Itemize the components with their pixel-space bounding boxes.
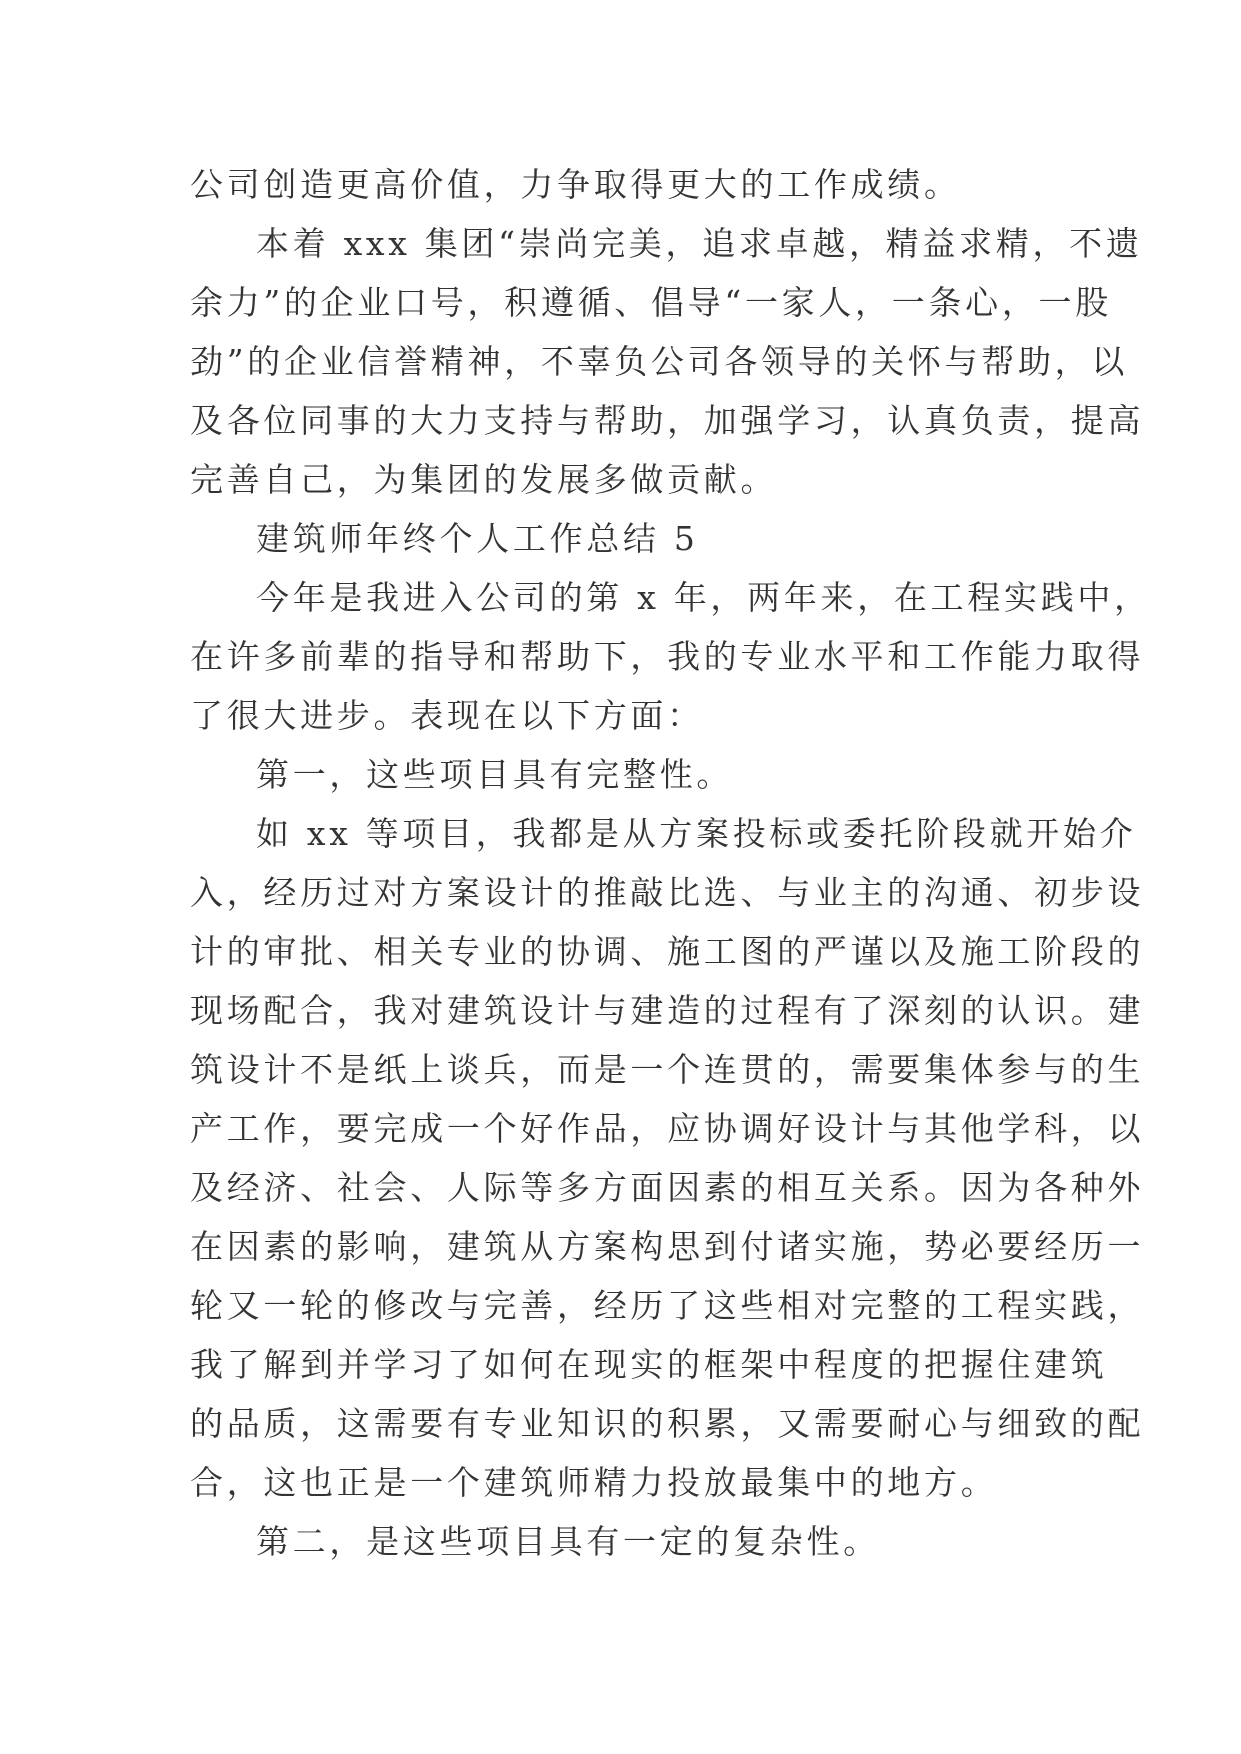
text-line: 的品质，这需要有专业知识的积累，又需要耐心与细致的配 [190,1404,1145,1443]
text-line: 余力”的企业口号，积遵循、倡导“一家人，一条心，一股 [190,283,1112,322]
text-line: 如 xx 等项目，我都是从方案投标或委托阶段就开始介 [256,814,1137,853]
text-line: 筑设计不是纸上谈兵，而是一个连贯的，需要集体参与的生 [190,1050,1145,1089]
text-line: 产工作，要完成一个好作品，应协调好设计与其他学科，以 [190,1109,1145,1148]
section-heading: 建筑师年终个人工作总结 5 [256,519,699,558]
text-line: 现场配合，我对建筑设计与建造的过程有了深刻的认识。建 [190,991,1145,1030]
text-line: 劲”的企业信誉精神，不辜负公司各领导的关怀与帮助，以 [190,342,1129,381]
text-line: 合，这也正是一个建筑师精力投放最集中的地方。 [190,1463,998,1502]
text-line: 完善自己，为集团的发展多做贡献。 [190,460,778,499]
text-line: 及经济、社会、人际等多方面因素的相互关系。因为各种外 [190,1168,1145,1207]
text-line: 及各位同事的大力支持与帮助，加强学习，认真负责，提高 [190,401,1145,440]
text-line: 本着 xxx 集团“崇尚完美，追求卓越，精益求精，不遗 [256,224,1143,263]
text-line: 入，经历过对方案设计的推敲比选、与业主的沟通、初步设 [190,873,1145,912]
text-line: 今年是我进入公司的第 x 年，两年来，在工程实践中， [256,578,1151,617]
text-line: 第二，是这些项目具有一定的复杂性。 [256,1522,880,1561]
text-line: 在许多前辈的指导和帮助下，我的专业水平和工作能力取得 [190,637,1145,676]
text-line: 我了解到并学习了如何在现实的框架中程度的把握住建筑 [190,1345,1108,1384]
text-line: 公司创造更高价值，力争取得更大的工作成绩。 [190,165,961,204]
text-line: 第一，这些项目具有完整性。 [256,755,734,794]
text-line: 了很大进步。表现在以下方面： [190,696,704,735]
text-line: 在因素的影响，建筑从方案构思到付诸实施，势必要经历一 [190,1227,1145,1266]
text-line: 轮又一轮的修改与完善，经历了这些相对完整的工程实践， [190,1286,1145,1325]
text-line: 计的审批、相关专业的协调、施工图的严谨以及施工阶段的 [190,932,1145,971]
